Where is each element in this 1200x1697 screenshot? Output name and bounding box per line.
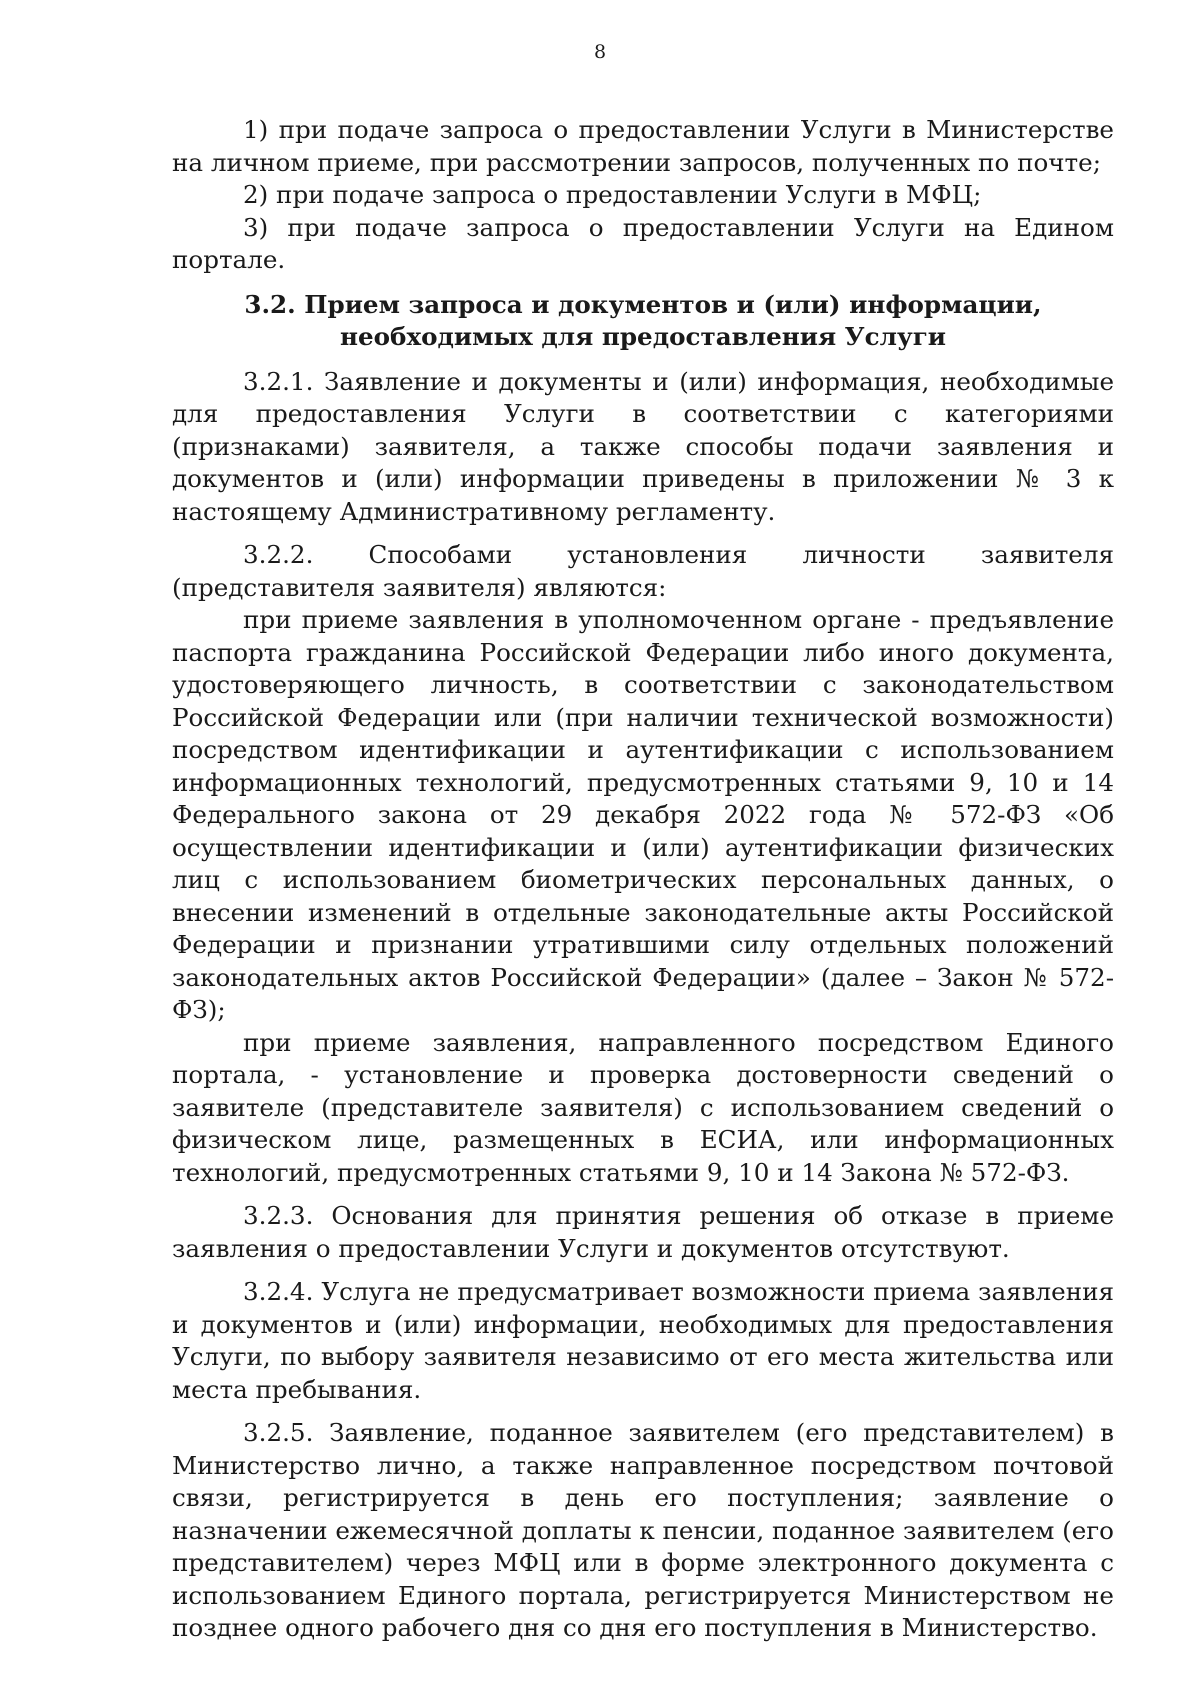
document-body (172, 114, 1114, 1645)
paragraph-3-2-3: 3.2.3. Основания для принятия решения об отказе в приеме заявления о предоставлении Услуги и документов отсутствуют. (172, 1201, 1114, 1263)
paragraph-3-2-5: 3.2.5. Заявление, поданное заявителем (его представителем) в Министерство лично, а также направленное посредством почтовой связи, регистрируется в день его поступления; заявление о назначении ежемесячной доплаты к пенсии, поданное заявителем (его представителем) через МФЦ или в форме электронного документа с использованием Единого портала, регистрируется Министерством не позднее одного рабочего дня со дня его поступления в Министерство. (172, 1418, 1114, 1642)
paragraph-3-2-2-in-person: при приеме заявления в уполномоченном органе - предъявление паспорта гражданина Российской Федерации либо иного документа, удостоверяющего личность, в соответствии с законодательством Российской Федерации или (при наличии технической возможности) посредством идентификации и аутентификации с использованием информационных технологий, предусмотренных статьями 9, 10 и 14 Федерального закона от 29 декабря 2022 года № 572-ФЗ «Об осуществлении идентификации и (или) аутентификации физических лиц с использованием биометрических персональных данных, о внесении изменений в отдельные законодательные акты Российской Федерации и признании утратившими силу отдельных положений законодательных актов Российской Федерации» (далее – Закон № 572-ФЗ); (172, 605, 1114, 1024)
paragraph-3-2-1: 3.2.1. Заявление и документы и (или) информация, необходимые для предоставления Услуги в соответствии с категориями (признаками) заявителя, а также способы подачи заявления и документов и (или) информации приведены в приложении № 3 к настоящему Административному регламенту. (172, 366, 1114, 526)
intro-item-1: 1) при подаче запроса о предоставлении Услуги в Министерстве на личном приеме, при рассмотрении запросов, полученных по почте; (172, 115, 1114, 177)
paragraph-3-2-2-portal: при приеме заявления, направленного посредством Единого портала, - установление и проверка достоверности сведений о заявителе (представителе заявителя) с использованием сведений о физическом лице, размещенных в ЕСИА, или информационных технологий, предусмотренных статьями 9, 10 и 14 Закона № 572-ФЗ. (172, 1027, 1114, 1187)
paragraph-3-2-4: 3.2.4. Услуга не предусматривает возможности приема заявления и документов и (или) информации, необходимых для предоставления Услуги, по выбору заявителя независимо от его места жительства или места пребывания. (172, 1277, 1114, 1404)
section-heading: 3.2. Прием запроса и документов и (или) информации, необходимых для предоставления Услуги (244, 289, 1042, 351)
intro-item-3: 3) при подаче запроса о предоставлении Услуги на Едином портале. (172, 212, 1114, 274)
intro-item-2: 2) при подаче запроса о предоставлении Услуги в МФЦ; (243, 180, 982, 209)
page-number: 8 (593, 41, 607, 63)
paragraph-3-2-2: 3.2.2. Способами установления личности заявителя (представителя заявителя) являются: (172, 540, 1114, 602)
